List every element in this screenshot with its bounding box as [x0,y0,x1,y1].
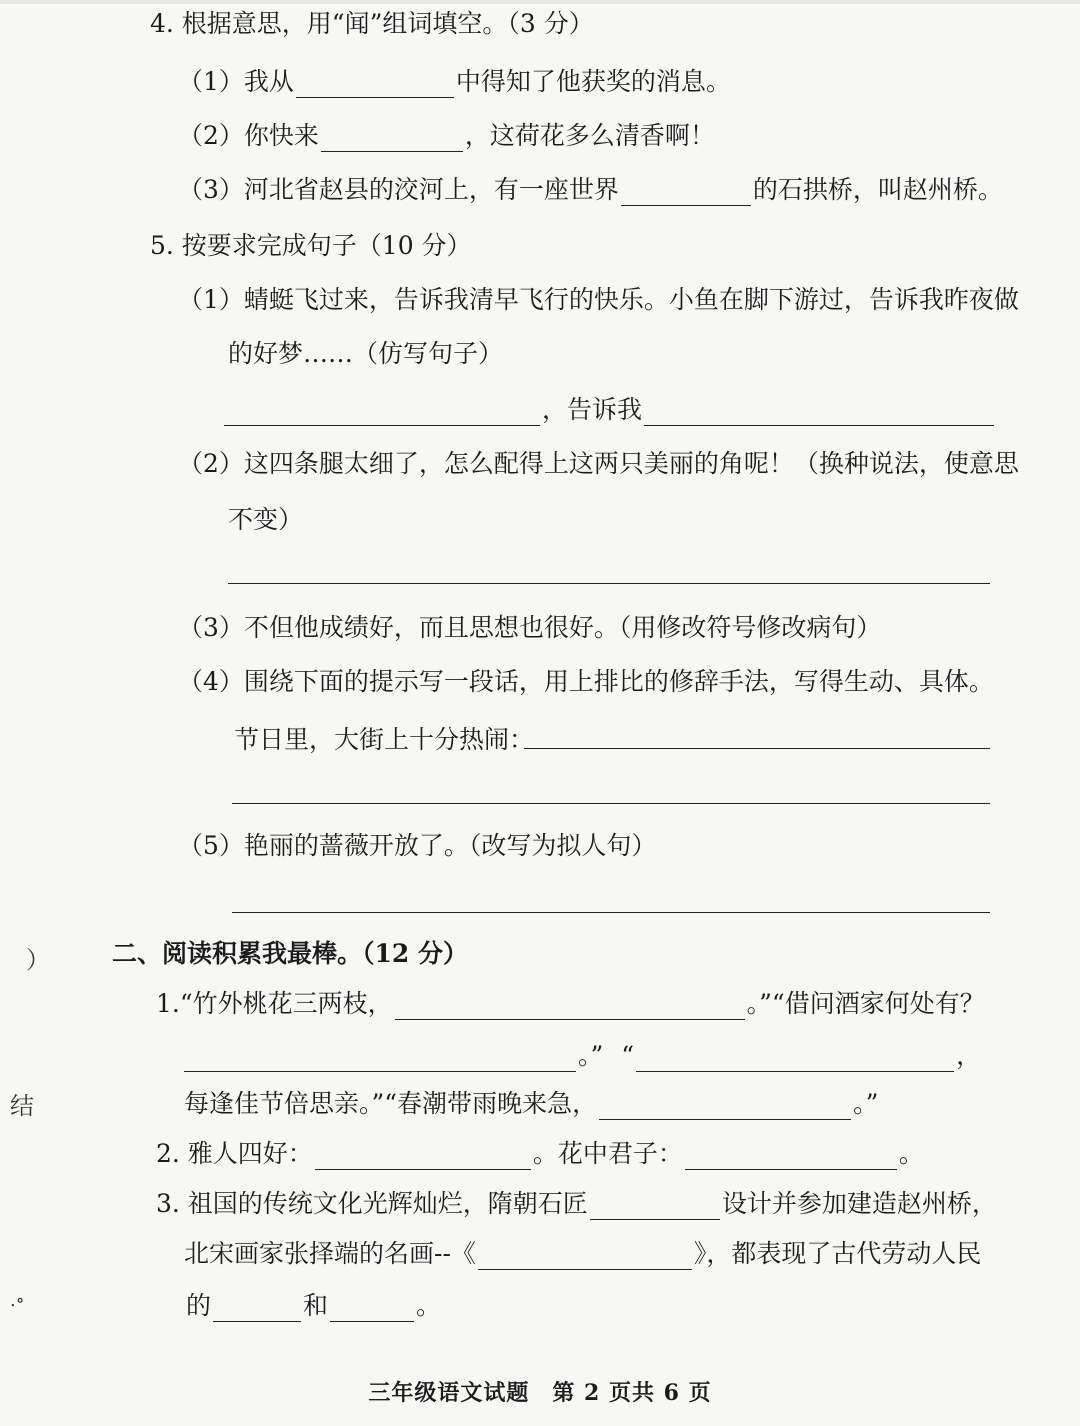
margin-mark: .∘ [10,1290,25,1311]
answer-blank[interactable] [315,1147,531,1170]
answer-blank[interactable] [184,1049,576,1072]
answer-blank[interactable] [296,75,454,98]
answer-blank[interactable] [599,1097,851,1120]
answer-line[interactable] [232,912,990,913]
margin-mark: ） [26,946,50,974]
q5-s5: （5） 艳丽的蔷薇开放了。（改写为拟人句） [178,831,657,860]
answer-blank[interactable] [590,1197,720,1220]
s2-q3-line1: 3. 祖国的传统文化光辉灿烂，隋朝石匠 设计并参加建造赵州桥， [156,1189,997,1218]
s2-q2: 2. 雅人四好： 。花中君子： 。 [156,1139,924,1168]
answer-blank[interactable] [330,1299,414,1322]
q4-title: 4. 根据意思，用“闻”组词填空。（3 分） [150,9,594,38]
q4-item-3: （3） 河北省赵县的洨河上，有一座世界 的石拱桥，叫赵州桥。 [178,175,1003,204]
answer-blank[interactable] [636,1049,954,1072]
s2-q1-line2: 。” “ ， [182,1040,981,1072]
q5-s2-line2: 不变） [228,505,304,534]
q5-s4-prompt: 节日里，大街上十分热闹： [234,725,535,754]
answer-blank[interactable] [224,403,540,426]
answer-line[interactable] [228,583,990,584]
page-top-edge [0,0,1080,4]
s2-q3-line3: 的 和 。 [186,1291,442,1320]
q5-s1-line1: （1） 蜻蜓飞过来，告诉我清早飞行的快乐。小鱼在脚下游过，告诉我昨夜做 [178,285,1019,314]
margin-mark: 结 [10,1092,34,1120]
q4-item-1: （1） 我从 中得知了他获奖的消息。 [178,67,731,96]
answer-blank[interactable] [321,129,463,152]
answer-line[interactable] [524,748,990,749]
q5-s2-line1: （2） 这四条腿太细了，怎么配得上这两只美丽的角呢！（换种说法，使意思 [178,449,1019,478]
section2-title: 二、阅读积累我最棒。（12 分） [112,939,468,968]
q5-title: 5. 按要求完成句子（10 分） [150,231,472,260]
q5-s1-answer: ，告诉我 [222,394,996,426]
q5-s3: （3） 不但他成绩好，而且思想也很好。（用修改符号修改病句） [178,613,882,642]
answer-line[interactable] [232,803,990,804]
answer-blank[interactable] [213,1299,301,1322]
q4-item-2: （2） 你快来 ，这荷花多么清香啊！ [178,121,715,150]
s2-q1-line1: 1.“竹外桃花三两枝， 。”“借问酒家何处有？ [156,989,985,1018]
answer-blank[interactable] [685,1147,897,1170]
q5-s4: （4） 围绕下面的提示写一段话，用上排比的修辞手法，写得生动、具体。 [178,667,994,696]
answer-blank[interactable] [621,183,751,206]
answer-blank[interactable] [644,403,994,426]
s2-q1-line3: 每逢佳节倍思亲。”“春潮带雨晚来急， 。” [184,1089,879,1118]
s2-q3-line2: 北宋画家张择端的名画--《 》，都表现了古代劳动人民 [184,1239,982,1268]
page-footer: 三年级语文试题 第 2 页共 6 页 [368,1380,712,1406]
answer-blank[interactable] [395,997,745,1020]
answer-blank[interactable] [478,1247,692,1270]
q5-s1-line2: 的好梦……（仿写句子） [228,339,504,368]
